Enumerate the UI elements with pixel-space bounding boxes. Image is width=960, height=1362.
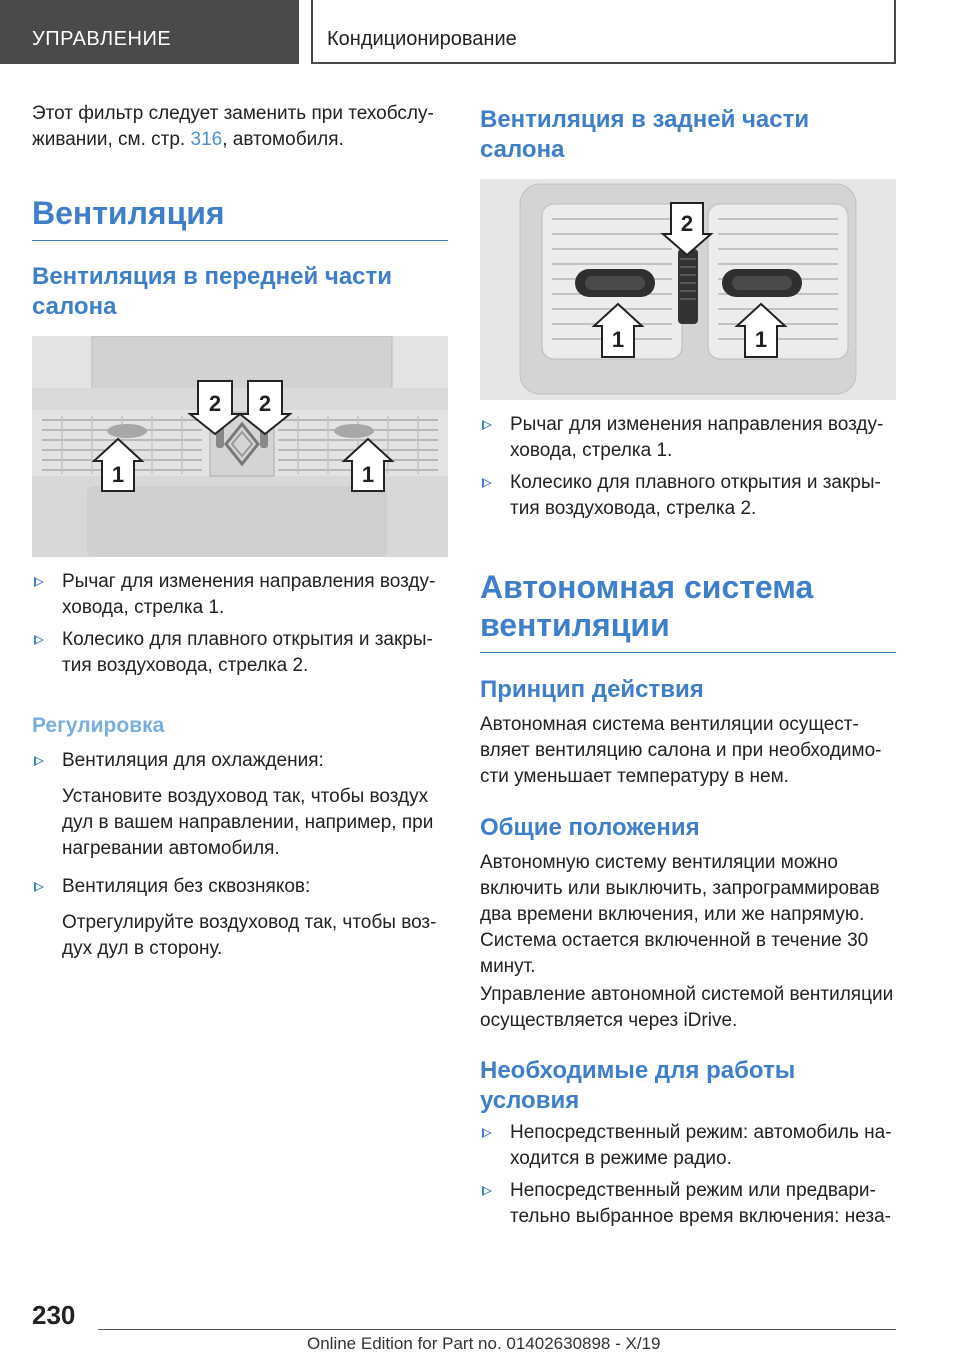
front-vents-image <box>32 336 448 557</box>
list-item: Рычаг для изменения направления возду-ховода, стрелка 1. <box>480 412 896 464</box>
front-arrow-2a-label: 2 <box>208 391 222 416</box>
bullet-arrow-icon <box>34 577 44 587</box>
rear-arrow-1a-label: 1 <box>611 327 625 352</box>
chapter-tab <box>311 0 896 64</box>
heading-principle: Принцип действия <box>480 676 704 703</box>
rear-vents-illustration <box>480 179 896 400</box>
heading-general: Общие положения <box>480 814 700 841</box>
rear-vents-image <box>480 179 896 400</box>
heading-autonomous-ventilation: Автономная система вентиляции <box>480 568 896 653</box>
list-item: Колесико для плавного открытия и закры-тия воздуховода, стрелка 2. <box>480 470 896 522</box>
footer-divider <box>98 1329 896 1330</box>
list-item: Рычаг для изменения направления возду-ховода, стрелка 1. <box>32 569 452 621</box>
bullet-arrow-icon <box>482 420 492 430</box>
list-item: Колесико для плавного открытия и закры-тия воздуховода, стрелка 2. <box>32 627 452 679</box>
regulation-list <box>32 748 452 968</box>
list-item: Непосредственный режим: автомобиль на-ходится в режиме радио. <box>480 1120 896 1172</box>
intro-line-2-end: , автомобиля. <box>222 129 344 150</box>
front-vents-illustration <box>32 336 448 557</box>
rear-arrow-1b-label: 1 <box>754 327 768 352</box>
front-vent-list <box>32 569 452 685</box>
bullet-arrow-icon <box>34 635 44 645</box>
bullet-arrow-icon <box>482 478 492 488</box>
intro-line-1: Этот фильтр следует заменить при техобслу- <box>32 103 434 124</box>
list-item: Вентиляция без сквозняков: Отрегулируйте воздуховод так, чтобы воз-дух дул в сторону. <box>32 874 452 962</box>
bullet-arrow-icon <box>482 1186 492 1196</box>
bullet-arrow-icon <box>34 882 44 892</box>
list-item: Вентиляция для охлаждения: Установите воздуховод так, чтобы воздух дул в вашем направлении, например, при нагревании автомобиля. <box>32 748 452 862</box>
intro-paragraph <box>32 101 452 153</box>
general-text-1: Автономную систему вентиляции можно включить или выключить, запрограммировав два времени включения, или же напрямую. Система остается включенной в течение 30 минут. <box>480 852 880 977</box>
heading-conditions: Необходимые для работы условия <box>480 1057 796 1114</box>
bullet-arrow-icon <box>34 756 44 766</box>
chapter-title: Кондиционирование <box>327 28 517 50</box>
rear-arrow-2-label: 2 <box>680 211 694 236</box>
heading-ventilation: Вентиляция <box>32 194 448 241</box>
bullet-arrow-icon <box>482 1128 492 1138</box>
front-arrow-2b-label: 2 <box>258 391 272 416</box>
conditions-list <box>480 1120 896 1236</box>
page-number: 230 <box>32 1300 76 1330</box>
edition-note: Online Edition for Part no. 01402630898 - X/19 <box>307 1334 661 1353</box>
intro-line-2: живании, см. стр. <box>32 129 191 150</box>
section-title: УПРАВЛЕНИЕ <box>32 28 172 50</box>
heading-front-ventilation: Вентиляция в передней части салона <box>32 263 393 320</box>
front-arrow-1a-label: 1 <box>111 462 125 487</box>
general-text-2: Управление автономной системой вентиляции осуществляется через iDrive. <box>480 984 894 1031</box>
principle-text: Автономная система вентиляции осущест-вляет вентиляцию салона и при необходимо-сти уменьшает температуру в нем. <box>480 714 882 787</box>
section-tab <box>0 0 299 64</box>
rear-vent-list <box>480 412 896 528</box>
heading-rear-ventilation: Вентиляция в задней части салона <box>480 106 810 163</box>
front-arrow-1b-label: 1 <box>361 462 375 487</box>
list-item: Непосредственный режим или предвари-тельно выбранное время включения: неза- <box>480 1178 896 1230</box>
heading-regulation: Регулировка <box>32 714 165 737</box>
page-link-316[interactable]: 316 <box>190 129 223 150</box>
